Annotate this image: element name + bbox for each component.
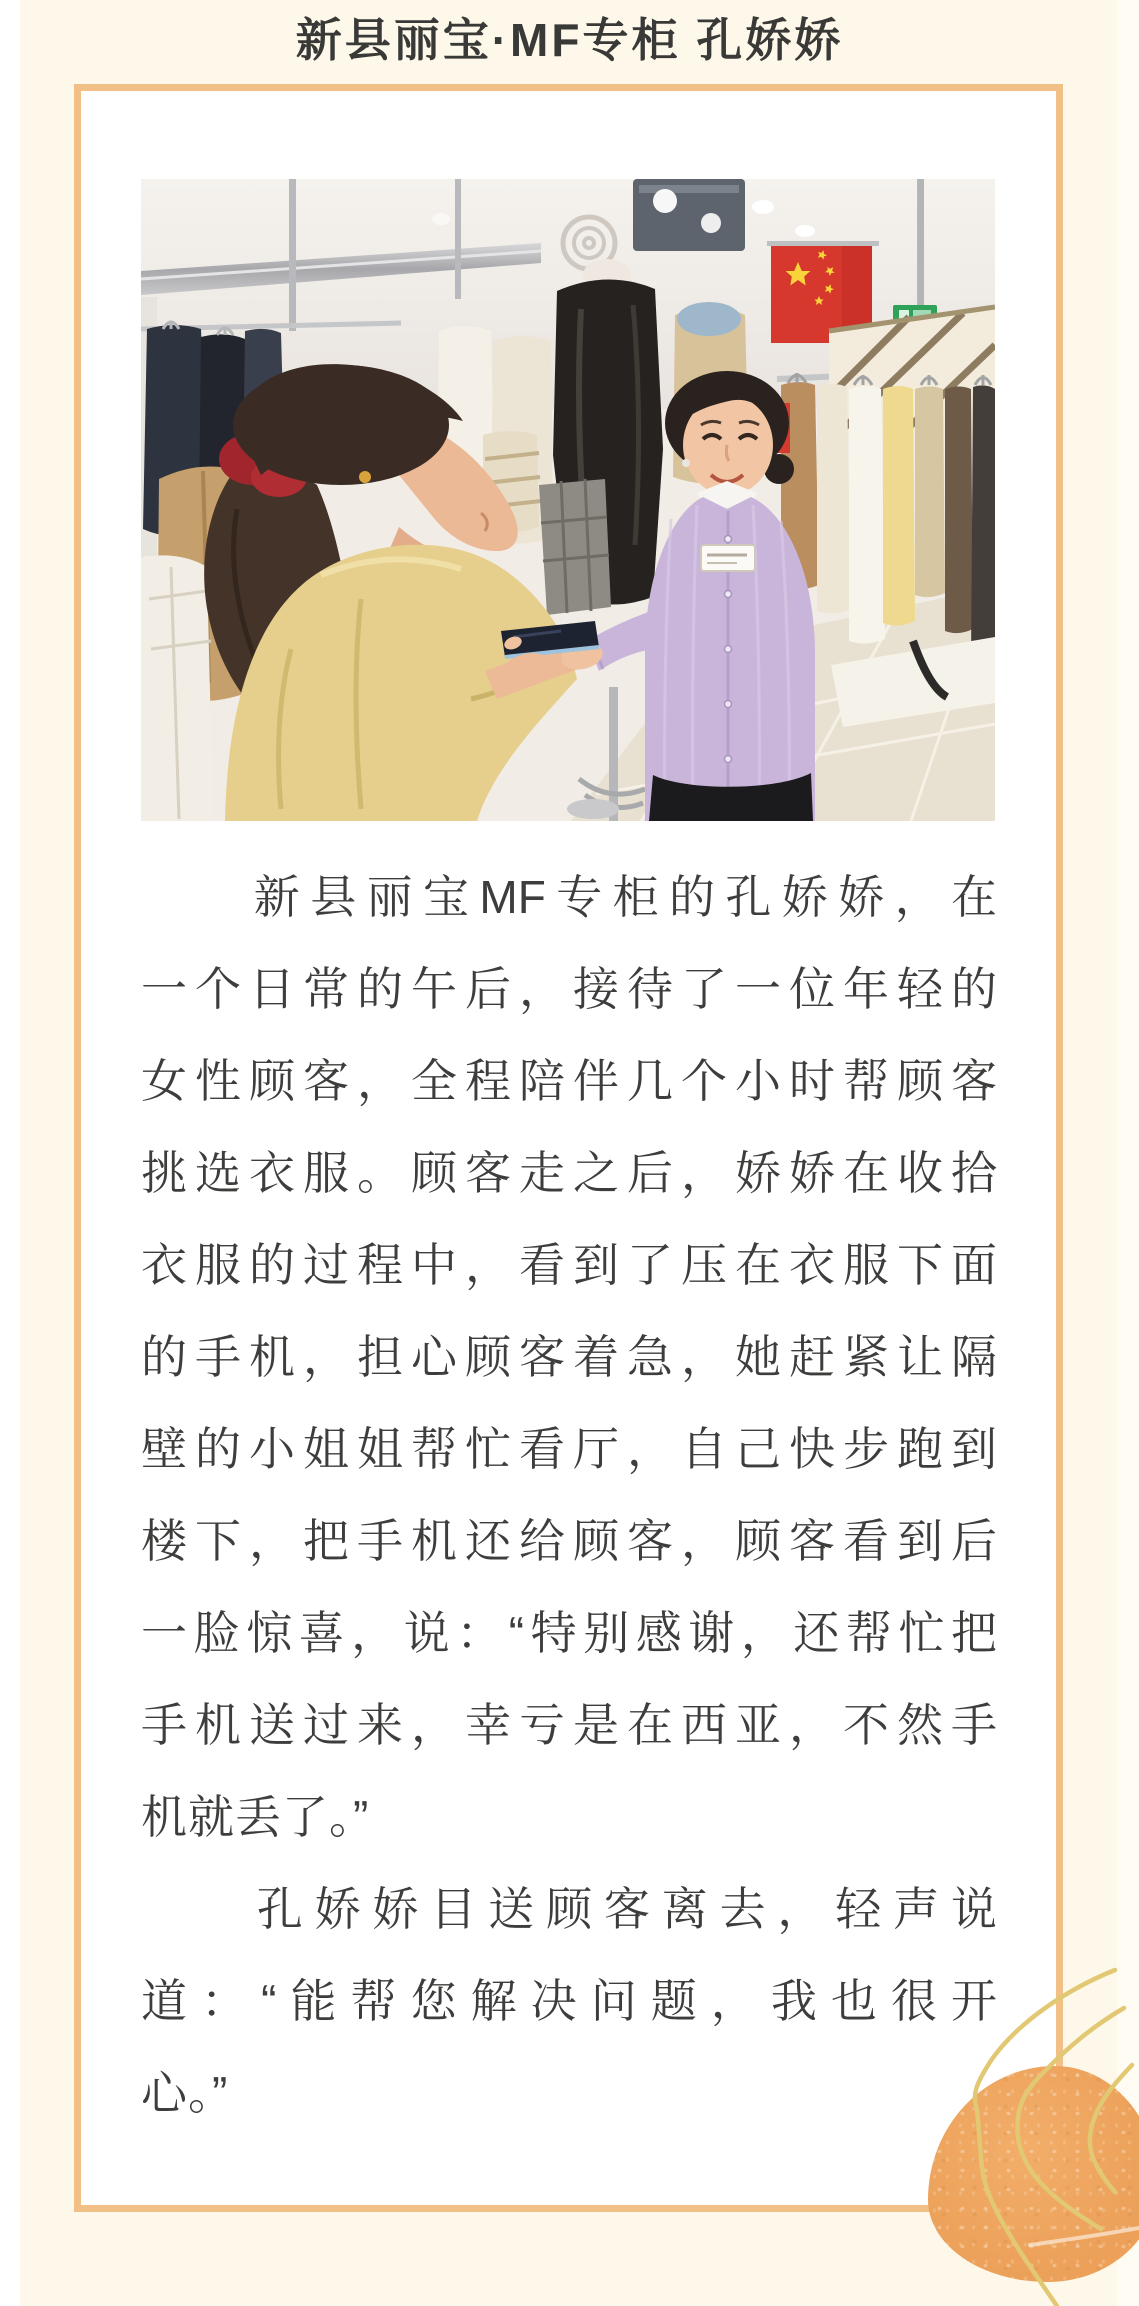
plaid-garment bbox=[539, 479, 611, 615]
article-line: 一脸惊喜，说：“特别感谢，还帮忙把 bbox=[141, 1607, 997, 1659]
article-line: 道：“能帮您解决问题，我也很开 bbox=[141, 1975, 997, 2027]
name-badge bbox=[701, 545, 755, 571]
store-photo bbox=[141, 179, 995, 821]
article-line: 新县丽宝MF专柜的孔娇娇，在 bbox=[141, 871, 997, 923]
article-line: 孔娇娇目送顾客离去，轻声说 bbox=[141, 1883, 997, 1935]
article-line: 壁的小姐姐帮忙看厅，自己快步跑到 bbox=[141, 1423, 997, 1475]
gold-earring bbox=[359, 471, 371, 483]
article-line: 楼下，把手机还给顾客，顾客看到后 bbox=[141, 1515, 997, 1567]
background-right-strip bbox=[1117, 0, 1139, 2306]
article-line: 一个日常的午后，接待了一位年轻的 bbox=[141, 963, 997, 1015]
ceiling-light-alcove bbox=[633, 179, 745, 251]
article-line: 心。” bbox=[141, 2067, 229, 2119]
article-line: 的手机，担心顾客着急，她赶紧让隔 bbox=[141, 1331, 997, 1383]
article-line: 衣服的过程中，看到了压在衣服下面 bbox=[141, 1239, 997, 1291]
article-line: 手机送过来，幸亏是在西亚，不然手 bbox=[141, 1699, 997, 1751]
page-title: 新县丽宝·MF专柜 孔娇娇 bbox=[295, 14, 844, 66]
article-line: 挑选衣服。顾客走之后，娇娇在收拾 bbox=[141, 1147, 997, 1199]
article-line: 女性顾客，全程陪伴几个小时帮顾客 bbox=[141, 1055, 997, 1107]
content-card bbox=[74, 84, 1063, 2212]
article-line: 机就丢了。” bbox=[141, 1791, 370, 1843]
article-text bbox=[141, 851, 997, 2139]
